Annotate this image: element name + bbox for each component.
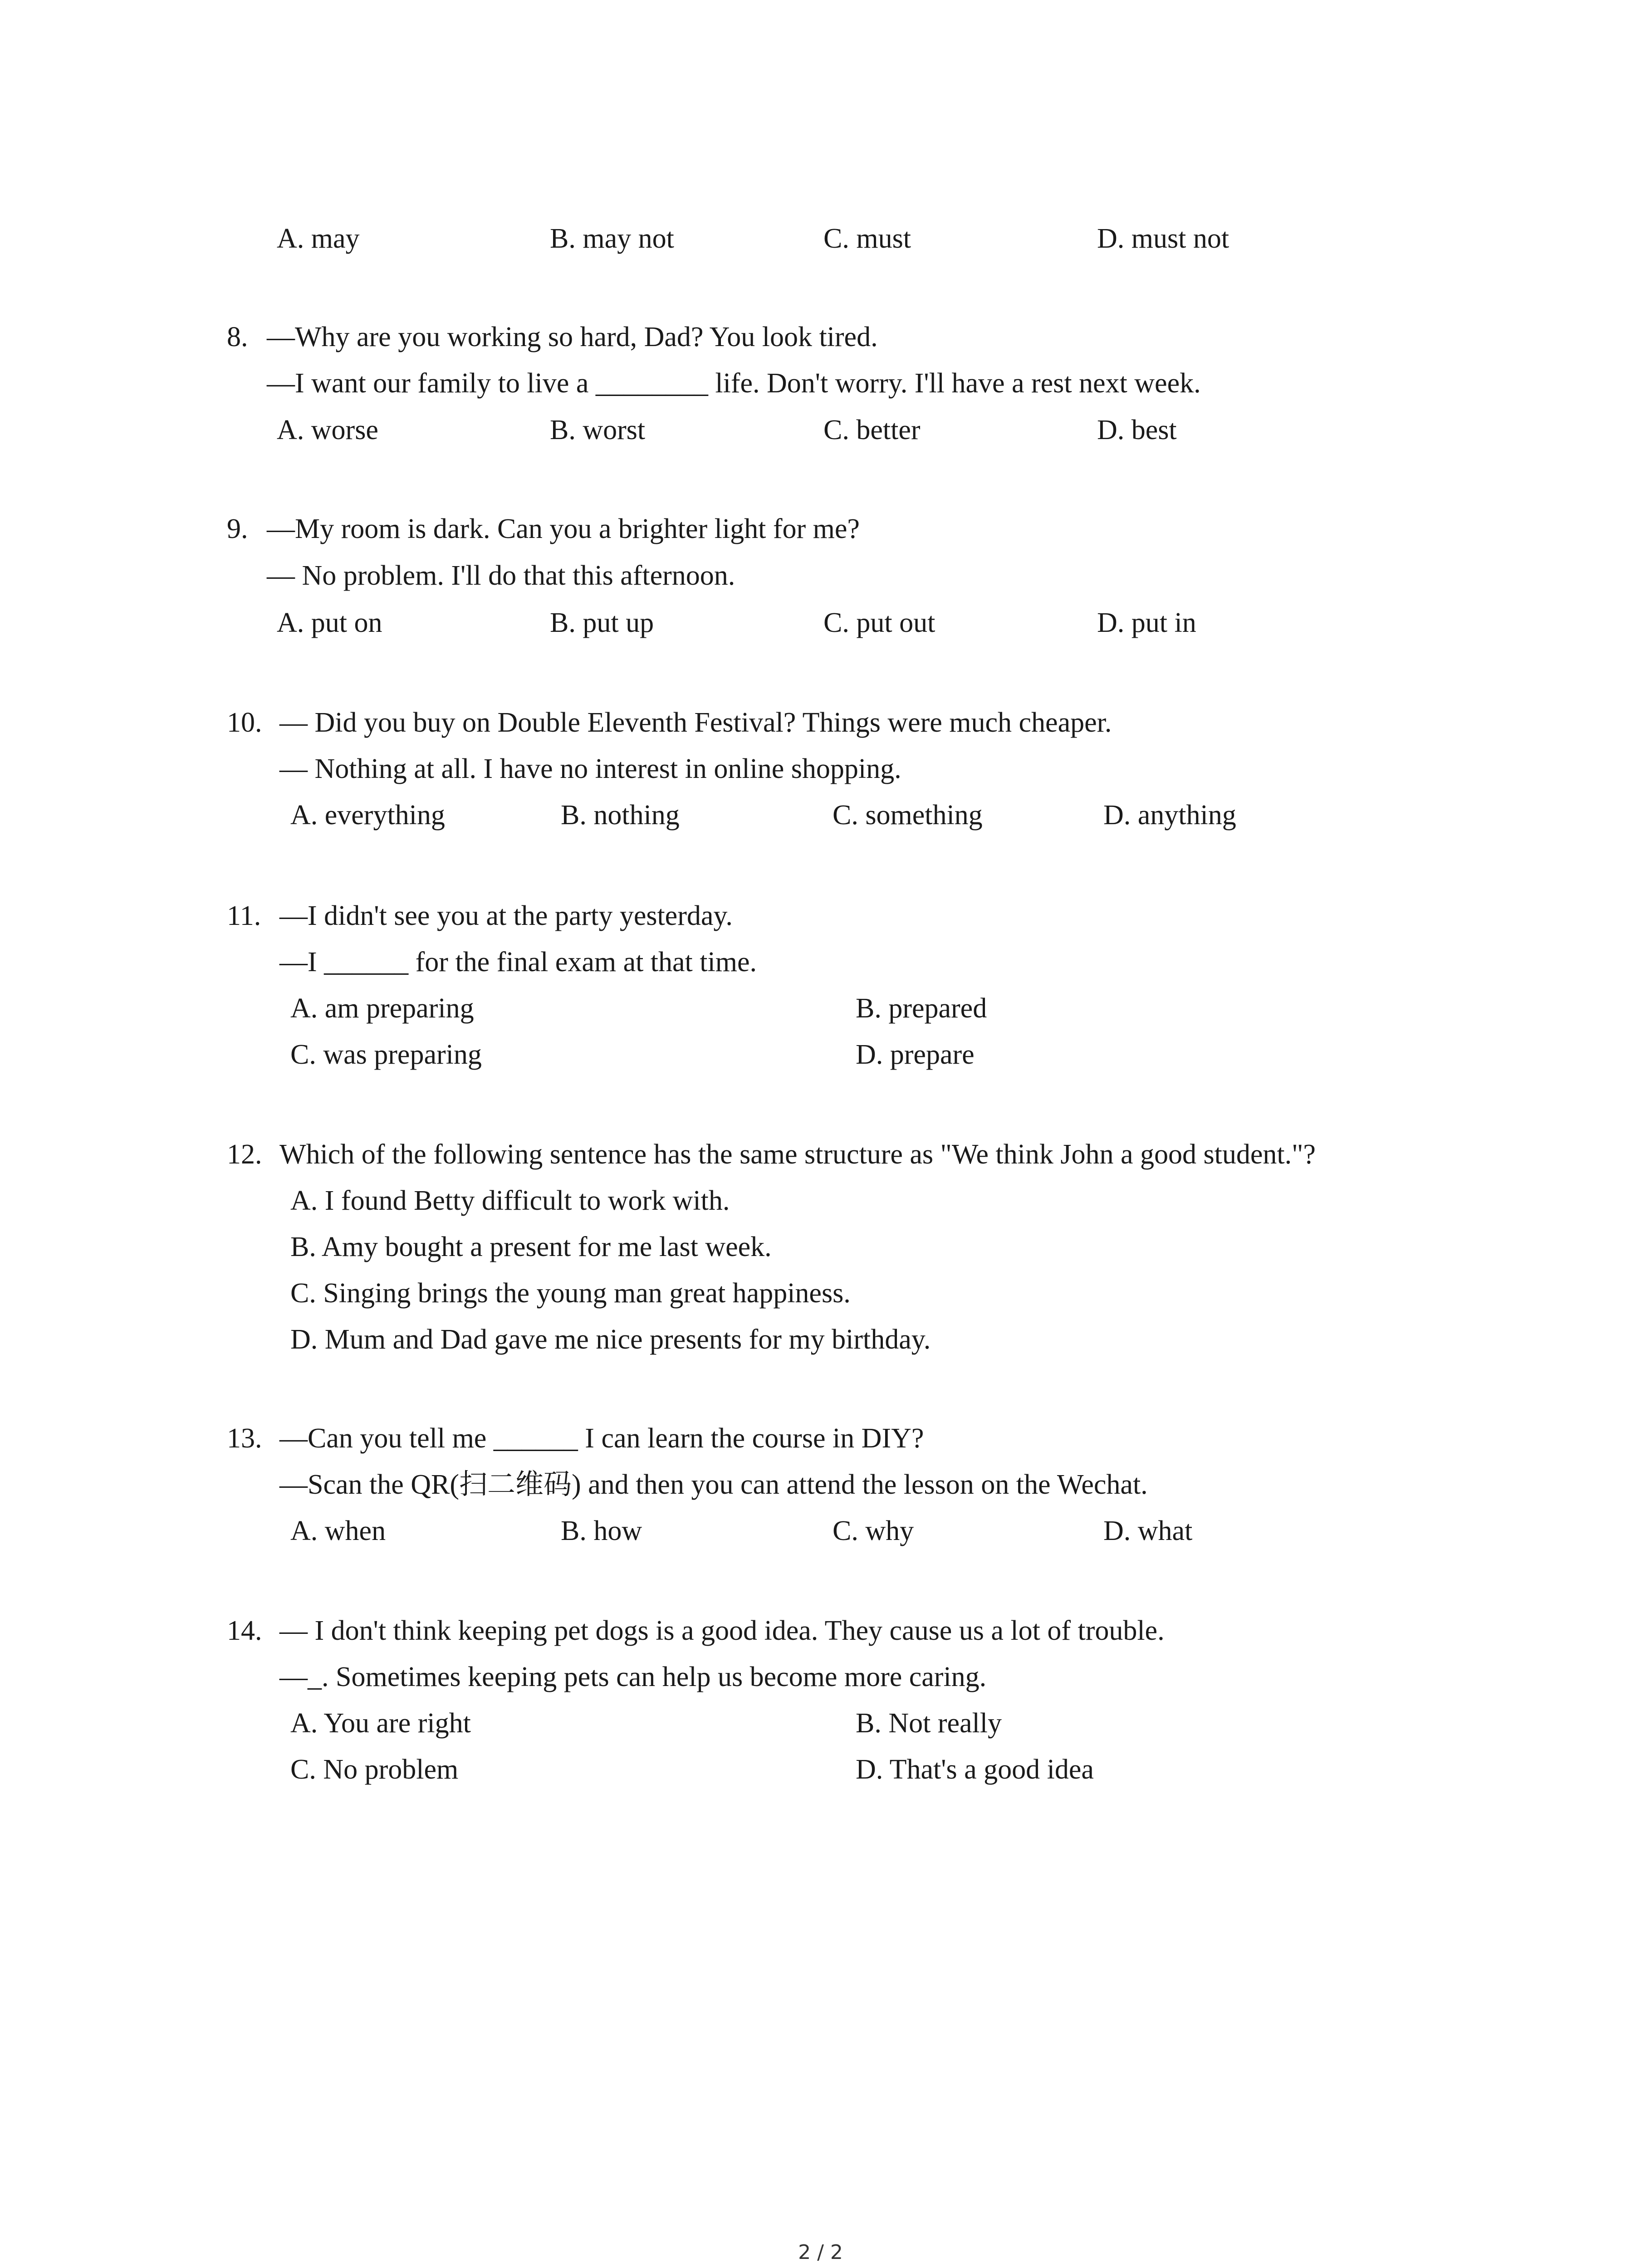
q7-option-d: D. must not	[1097, 223, 1230, 254]
q12-option-b: B. Amy bought a present for me last week.	[290, 1232, 772, 1262]
q8-option-c: C. better	[823, 415, 921, 445]
q9-line-2: — No problem. I'll do that this afternoon.	[267, 560, 735, 591]
q9-line-1: —My room is dark. Can you a brighter light for me?	[267, 513, 860, 544]
q13-option-b: B. how	[561, 1515, 642, 1546]
q8-line-2: —I want our family to live a ________ life. Don't worry. I'll have a rest next week.	[267, 368, 1201, 399]
q13-number: 13.	[227, 1423, 262, 1454]
q10-line-1: — Did you buy on Double Eleventh Festival? Things were much cheaper.	[279, 707, 1112, 738]
q11-number: 11.	[227, 900, 261, 931]
q13-option-c: C. why	[833, 1515, 914, 1546]
q14-number: 14.	[227, 1615, 262, 1646]
q12-number: 12.	[227, 1139, 262, 1170]
q12-line-1: Which of the following sentence has the same structure as "We think John a good student."?	[279, 1139, 1316, 1170]
q11-line-1: —I didn't see you at the party yesterday.	[279, 900, 733, 931]
q14-line-1: — I don't think keeping pet dogs is a good idea. They cause us a lot of trouble.	[279, 1615, 1165, 1646]
q12-option-c: C. Singing brings the young man great happiness.	[290, 1278, 851, 1309]
q11-option-d: D. prepare	[856, 1039, 975, 1070]
q10-option-b: B. nothing	[561, 800, 680, 831]
q7-option-b: B. may not	[550, 223, 674, 254]
q10-line-2: — Nothing at all. I have no interest in online shopping.	[279, 753, 901, 784]
q11-option-c: C. was preparing	[290, 1039, 482, 1070]
q12-option-a: A. I found Betty difficult to work with.	[290, 1185, 730, 1216]
q11-line-2: —I ______ for the final exam at that time.	[279, 947, 757, 978]
q9-option-d: D. put in	[1097, 607, 1196, 638]
q8-number: 8.	[227, 322, 248, 352]
q13-line-1: —Can you tell me ______ I can learn the course in DIY?	[279, 1423, 924, 1454]
q12-option-d: D. Mum and Dad gave me nice presents for my birthday.	[290, 1324, 931, 1355]
q14-option-b: B. Not really	[856, 1708, 1002, 1739]
q10-option-c: C. something	[833, 800, 983, 831]
q9-option-a: A. put on	[277, 607, 382, 638]
q9-number: 9.	[227, 513, 248, 544]
q13-line-2: —Scan the QR(扫二维码) and then you can attend the lesson on the Wechat.	[279, 1469, 1148, 1500]
q9-option-b: B. put up	[550, 607, 654, 638]
q9-option-c: C. put out	[823, 607, 936, 638]
q8-option-b: B. worst	[550, 415, 646, 445]
q14-option-c: C. No problem	[290, 1754, 459, 1785]
q10-option-d: D. anything	[1103, 800, 1236, 831]
q14-option-d: D. That's a good idea	[856, 1754, 1094, 1785]
q10-option-a: A. everything	[290, 800, 445, 831]
q8-line-1: —Why are you working so hard, Dad? You look tired.	[267, 322, 878, 352]
q7-option-c: C. must	[823, 223, 911, 254]
q10-number: 10.	[227, 707, 262, 738]
q14-option-a: A. You are right	[290, 1708, 471, 1739]
page-number: 2 / 2	[798, 2241, 843, 2264]
q8-option-d: D. best	[1097, 415, 1177, 445]
q13-option-d: D. what	[1103, 1515, 1193, 1546]
q7-option-a: A. may	[277, 223, 360, 254]
q11-option-b: B. prepared	[856, 993, 987, 1024]
q14-line-2: —_. Sometimes keeping pets can help us become more caring.	[279, 1662, 987, 1692]
q13-option-a: A. when	[290, 1515, 386, 1546]
q11-option-a: A. am preparing	[290, 993, 474, 1024]
q8-option-a: A. worse	[277, 415, 378, 445]
